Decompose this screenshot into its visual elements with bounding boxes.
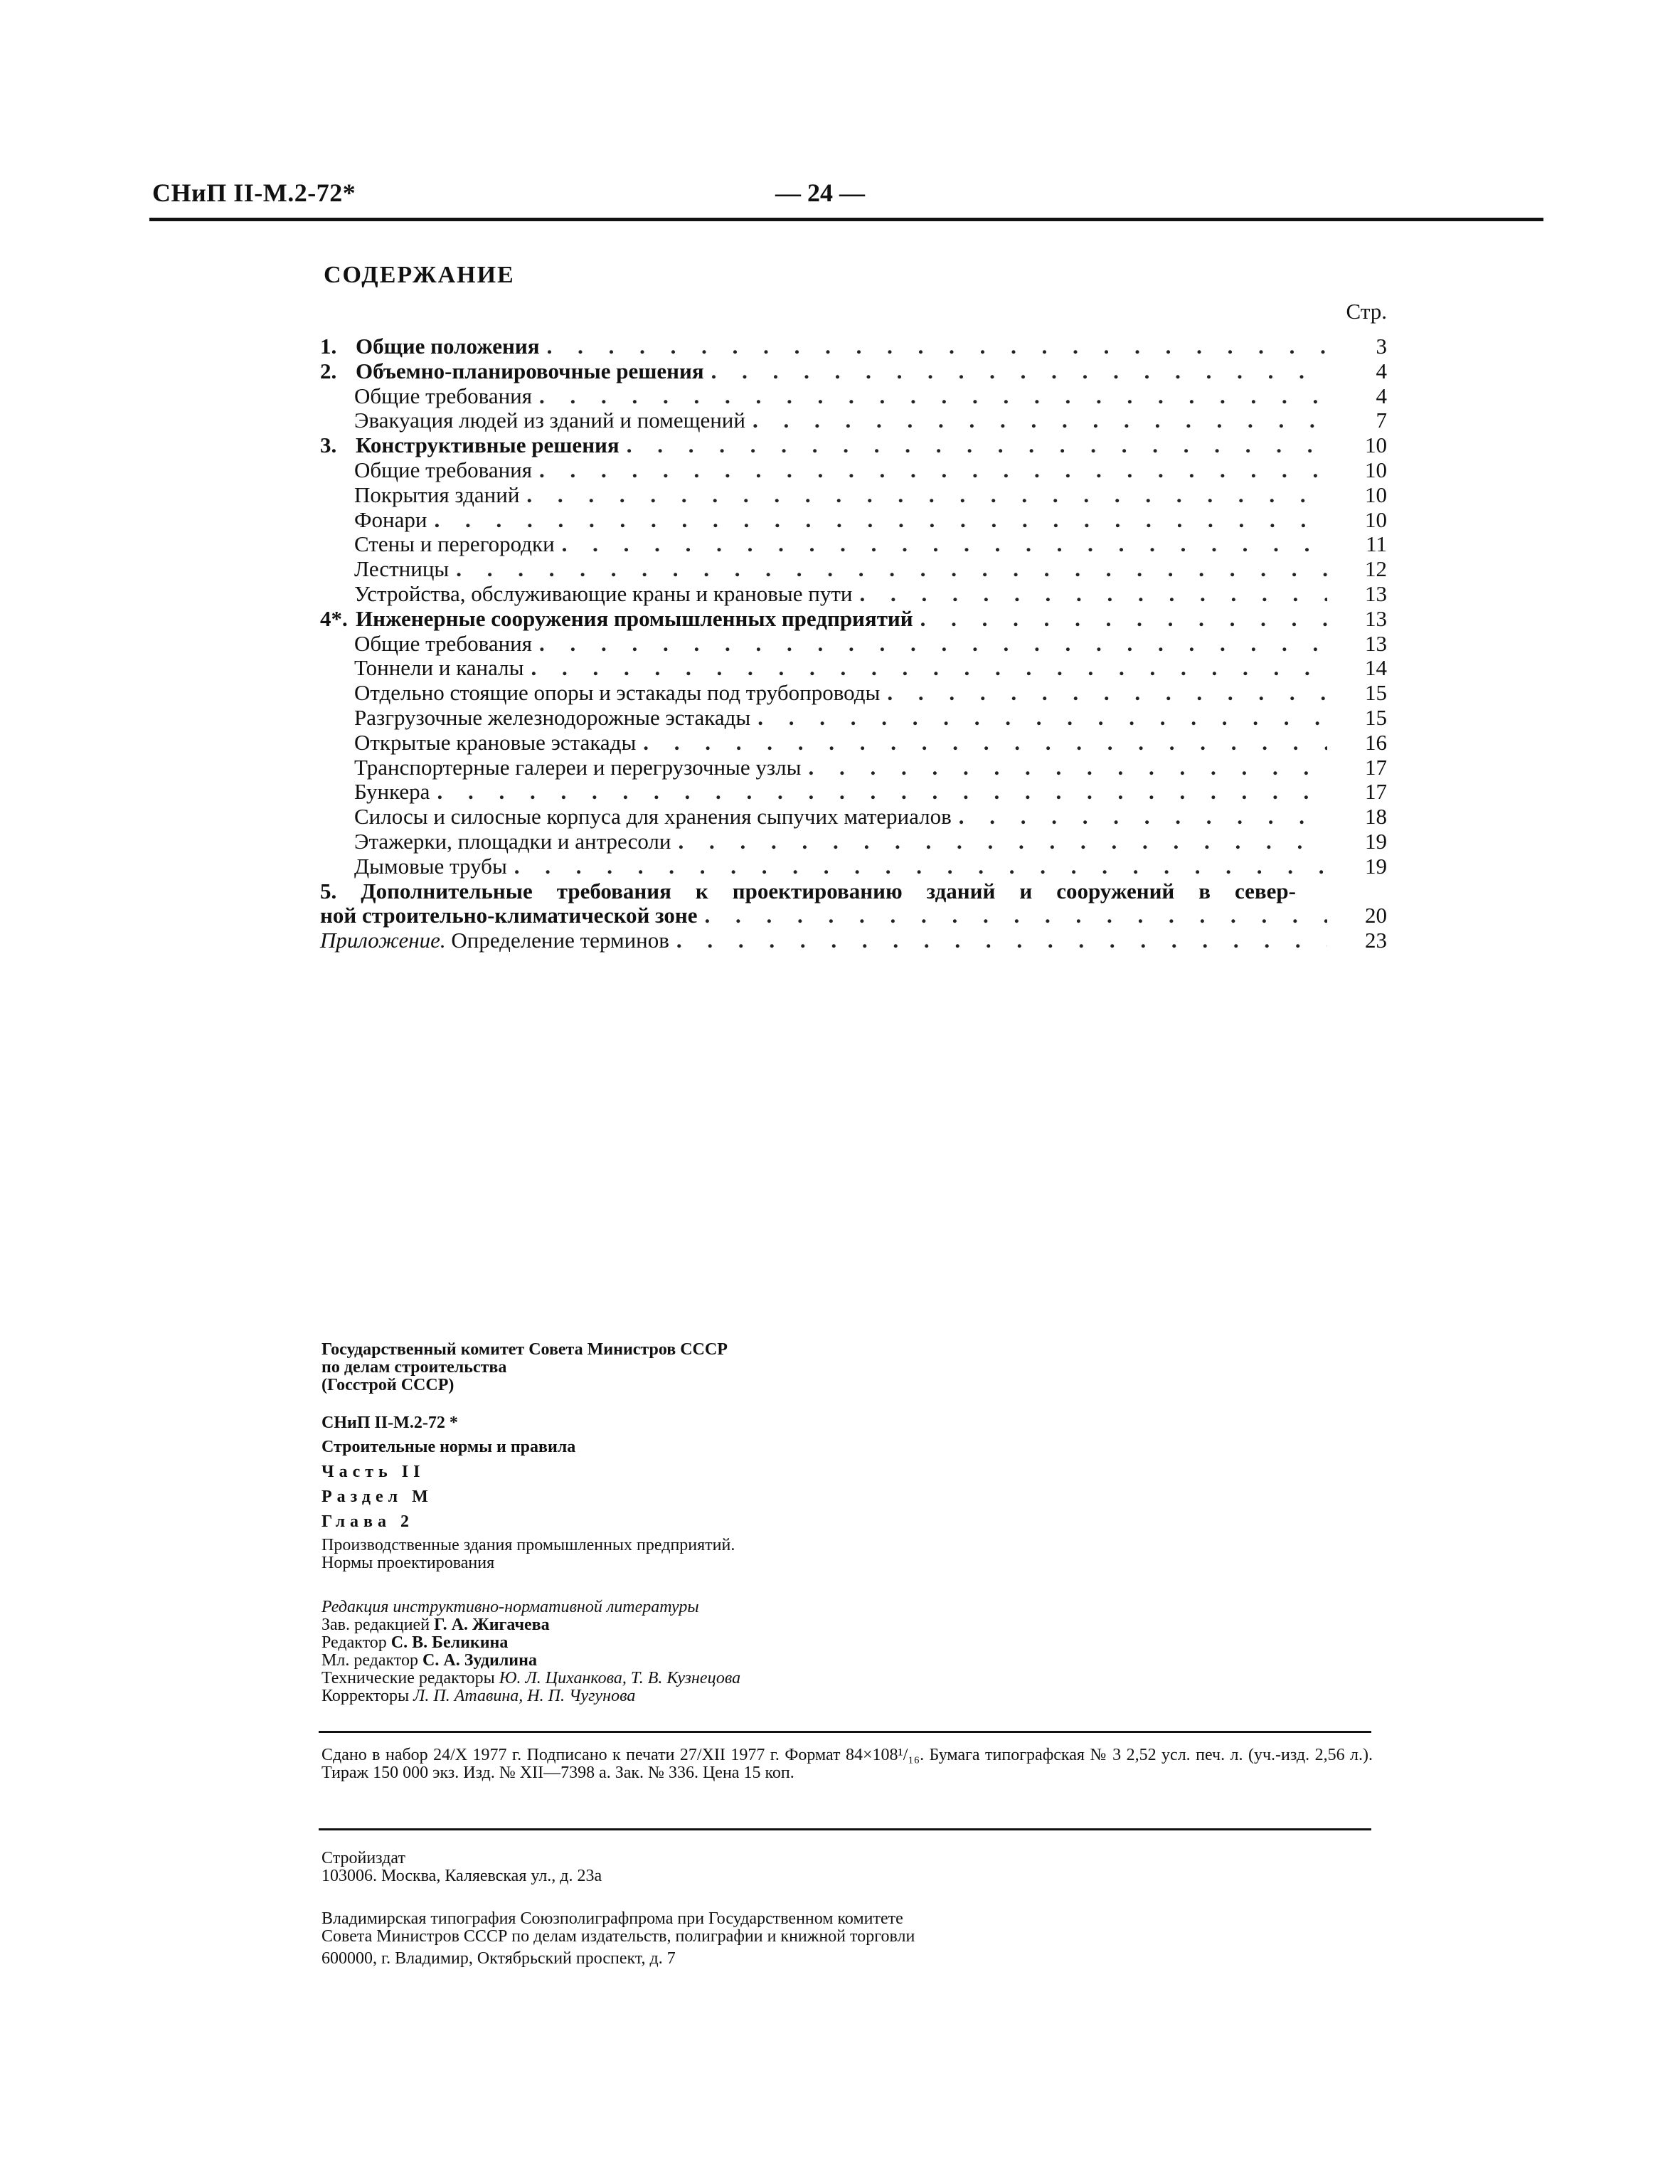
toc-entry — [320, 582, 1387, 607]
staff-line — [321, 1670, 1374, 1687]
toc-entry — [320, 805, 1387, 829]
toc-entry — [320, 731, 1387, 756]
toc-entry-page: 12 — [1365, 556, 1387, 582]
toc-entry — [320, 384, 1387, 409]
toc-entry-text: Разгрузочные железнодорожные эстакады — [354, 704, 751, 730]
toc-title: СОДЕРЖАНИЕ — [324, 262, 515, 288]
imprint-rule-top — [319, 1731, 1371, 1733]
toc-leader-dots — [959, 805, 1327, 829]
toc-entry-page: 10 — [1365, 433, 1387, 458]
toc-entry-page: 19 — [1365, 828, 1387, 854]
toc-entry-number: 3. — [320, 433, 337, 458]
toc-leader-dots — [434, 508, 1327, 533]
toc-entry-page: 15 — [1365, 704, 1387, 730]
toc-entry-page: 19 — [1365, 853, 1387, 879]
toc-entry-page: 20 — [1365, 903, 1387, 928]
toc-leader-dots — [887, 681, 1327, 706]
toc-leader-dots — [627, 433, 1327, 458]
title-line: Производственные здания промышленных предприятий. — [321, 1536, 735, 1554]
toc-leader-dots — [920, 607, 1327, 632]
staff-name: Л. П. Атавина, Н. П. Чугунова — [413, 1687, 636, 1705]
toc-entry-page: 4 — [1376, 358, 1387, 383]
toc-entry-page: 10 — [1365, 482, 1387, 507]
toc-entry-page: 13 — [1365, 630, 1387, 656]
toc-entry-text: Общие требования — [354, 630, 533, 656]
toc-entry — [320, 656, 1387, 681]
toc-leader-dots — [859, 582, 1327, 607]
toc-entry-text: Транспортерные галереи и перегрузочные узлы — [354, 754, 802, 780]
printing-line: 600000, г. Владимир, Октябрьский проспект, д. 7 — [321, 1949, 676, 1968]
table-of-contents — [320, 334, 1387, 953]
toc-entry-page: 7 — [1376, 408, 1387, 433]
toc-leader-dots — [437, 780, 1327, 805]
toc-entry — [320, 681, 1387, 706]
toc-page-label: Стр. — [1346, 299, 1387, 324]
toc-entry-5-line1 — [320, 879, 1387, 904]
toc-entry — [320, 532, 1387, 557]
toc-entry-page: 13 — [1365, 605, 1387, 631]
printing-line: Владимирская типография Союзполиграфпрома при Государственном комитете — [321, 1909, 903, 1928]
toc-leader-dots — [757, 706, 1327, 731]
toc-leader-dots — [753, 408, 1327, 433]
toc-leader-dots — [526, 483, 1327, 508]
imprint-part: Часть II — [321, 1463, 425, 1481]
toc-entry-text: Фонари — [354, 507, 427, 532]
toc-leader-dots — [679, 829, 1328, 854]
toc-entry-text: Инженерные сооружения промышленных предприятий — [356, 605, 913, 631]
toc-entry-page: 3 — [1376, 334, 1387, 359]
toc-entry — [320, 829, 1387, 854]
toc-entry — [320, 433, 1387, 458]
imprint-staff — [321, 1599, 1374, 1705]
toc-leader-dots — [562, 532, 1327, 557]
toc-entry — [320, 359, 1387, 384]
toc-entry-text: Стены и перегородки — [354, 531, 555, 557]
imprint-doc-code: СНиП II-М.2-72 * — [321, 1414, 458, 1432]
printing-house-block — [321, 1910, 1374, 1968]
toc-entry-page: 18 — [1365, 804, 1387, 829]
toc-entry — [320, 508, 1387, 533]
imprint-chapter: Глава 2 — [321, 1512, 414, 1531]
toc-leader-dots — [808, 756, 1327, 780]
toc-entry-text: Эвакуация людей из зданий и помещений — [354, 408, 745, 433]
appendix-text: Определение терминов — [445, 928, 669, 953]
toc-entry — [320, 483, 1387, 508]
toc-entry-text: Общие требования — [354, 383, 533, 408]
toc-entries — [320, 334, 1387, 879]
page-number: — 24 — — [775, 179, 865, 207]
staff-name: Г. А. Жигачева — [434, 1616, 550, 1634]
toc-entry-text: Этажерки, площадки и антресоли — [354, 828, 671, 854]
toc-leader-dots — [456, 557, 1327, 582]
toc-entry-text: Отдельно стоящие опоры и эстакады под трубопроводы — [354, 680, 881, 706]
publisher-name: Стройиздат — [321, 1849, 405, 1867]
imprint-agency — [321, 1341, 1374, 1394]
toc-entry — [320, 607, 1387, 632]
staff-line — [321, 1634, 1374, 1652]
staff-role: Корректоры — [321, 1687, 414, 1705]
toc-entry-text: Силосы и силосные корпуса для хранения сыпучих материалов — [354, 804, 952, 829]
toc-entry — [320, 557, 1387, 582]
toc-entry-page: 16 — [1365, 729, 1387, 755]
toc-entry-page: 11 — [1366, 531, 1387, 557]
imprint-rule-bottom — [319, 1828, 1371, 1830]
running-header-doc-code: СНиП II-М.2-72* — [152, 179, 356, 207]
toc-entry-text: Лестницы — [354, 556, 450, 582]
toc-entry-text: Покрытия зданий — [354, 482, 520, 507]
staff-name: Ю. Л. Циханкова, Т. В. Кузнецова — [499, 1669, 741, 1687]
print-info: Сдано в набор 24/X 1977 г. Подписано к печати 27/XII 1977 г. Формат 84×108¹/₁₆. Бумага типографская № 3 2,52 усл. печ. л. (уч.-изд. 2,56 л.). Тираж 150 000 экз. Изд. № XII—7398 а. Зак. № 336. Цена 15 коп. — [321, 1746, 1373, 1782]
toc-entry-number: 2. — [320, 358, 337, 383]
toc-entry-text: Общие положения — [356, 334, 540, 359]
toc-entry-page: 17 — [1365, 779, 1387, 805]
toc-entry-text: Дымовые трубы — [354, 853, 507, 879]
publisher-block — [321, 1850, 1374, 1885]
toc-entry-text: Устройства, обслуживающие краны и крановые пути — [354, 581, 853, 606]
staff-role: Зав. редакцией — [321, 1616, 435, 1634]
toc-entry — [320, 334, 1387, 359]
toc-entry-text: ной строительно-климатической зоне — [320, 903, 698, 928]
toc-entry-page: 10 — [1365, 457, 1387, 482]
toc-entry-text: 5. Дополнительные требования к проектированию зданий и сооружений в север- — [320, 878, 1296, 903]
toc-leader-dots — [539, 384, 1327, 409]
publisher-address: 103006. Москва, Каляевская ул., д. 23а — [321, 1867, 602, 1885]
toc-leader-dots — [547, 334, 1327, 359]
toc-leader-dots — [539, 458, 1327, 483]
toc-entry-number: 4*. — [320, 605, 348, 631]
imprint-section: Раздел М — [321, 1488, 433, 1506]
appendix-label: Приложение. — [320, 928, 446, 953]
toc-entry — [320, 706, 1387, 731]
toc-entry — [320, 408, 1387, 433]
header-rule — [149, 218, 1543, 221]
staff-line — [321, 1687, 1374, 1705]
toc-leader-dots — [676, 928, 1327, 953]
toc-entry-page: 14 — [1365, 655, 1387, 681]
toc-entry-5-line2 — [320, 903, 1387, 928]
toc-entry-page: 10 — [1365, 507, 1387, 532]
toc-entry-text: Общие требования — [354, 457, 533, 482]
toc-leader-dots — [514, 854, 1327, 879]
staff-name: С. В. Беликина — [390, 1633, 509, 1652]
toc-leader-dots — [643, 731, 1327, 756]
toc-leader-dots — [539, 632, 1327, 657]
toc-leader-dots — [711, 359, 1327, 384]
toc-leader-dots — [531, 656, 1327, 681]
staff-role: Технические редакторы — [321, 1669, 499, 1687]
toc-entry-text: Бункера — [354, 779, 430, 805]
agency-line: (Госстрой СССР) — [321, 1376, 454, 1394]
toc-entry-page: 23 — [1365, 928, 1387, 953]
agency-line: Государственный комитет Совета Министров СССР — [321, 1340, 728, 1359]
staff-role: Редактор — [321, 1633, 391, 1652]
toc-entry — [320, 756, 1387, 780]
staff-role: Мл. редактор — [321, 1651, 423, 1670]
toc-entry-text — [320, 928, 669, 953]
printing-line: Совета Министров СССР по делам издательств, полиграфии и книжной торговли — [321, 1927, 915, 1946]
toc-entry — [320, 632, 1387, 657]
agency-line: по делам строительства — [321, 1358, 507, 1377]
toc-leader-dots — [705, 903, 1327, 928]
toc-entry-text: Конструктивные решения — [356, 433, 620, 458]
toc-entry — [320, 458, 1387, 483]
toc-entry-text: Тоннели и каналы — [354, 655, 524, 681]
toc-entry — [320, 854, 1387, 879]
toc-entry-number: 1. — [320, 334, 337, 359]
staff-name: С. А. Зудилина — [422, 1651, 537, 1670]
imprint-title — [321, 1537, 1374, 1572]
toc-entry-appendix — [320, 928, 1387, 953]
imprint-rules: Строительные нормы и правила — [321, 1438, 576, 1456]
staff-line — [321, 1652, 1374, 1670]
editorial-office: Редакция инструктивно-нормативной литературы — [321, 1598, 699, 1616]
toc-entry-page: 4 — [1376, 383, 1387, 408]
toc-entry — [320, 780, 1387, 805]
toc-entry-text: Открытые крановые эстакады — [354, 729, 637, 755]
toc-entry-page: 13 — [1365, 581, 1387, 606]
staff-line — [321, 1616, 1374, 1634]
toc-entry-page: 17 — [1365, 754, 1387, 780]
title-line: Нормы проектирования — [321, 1554, 495, 1572]
toc-entry-text: Объемно-планировочные решения — [356, 358, 704, 383]
toc-entry-page: 15 — [1365, 680, 1387, 706]
